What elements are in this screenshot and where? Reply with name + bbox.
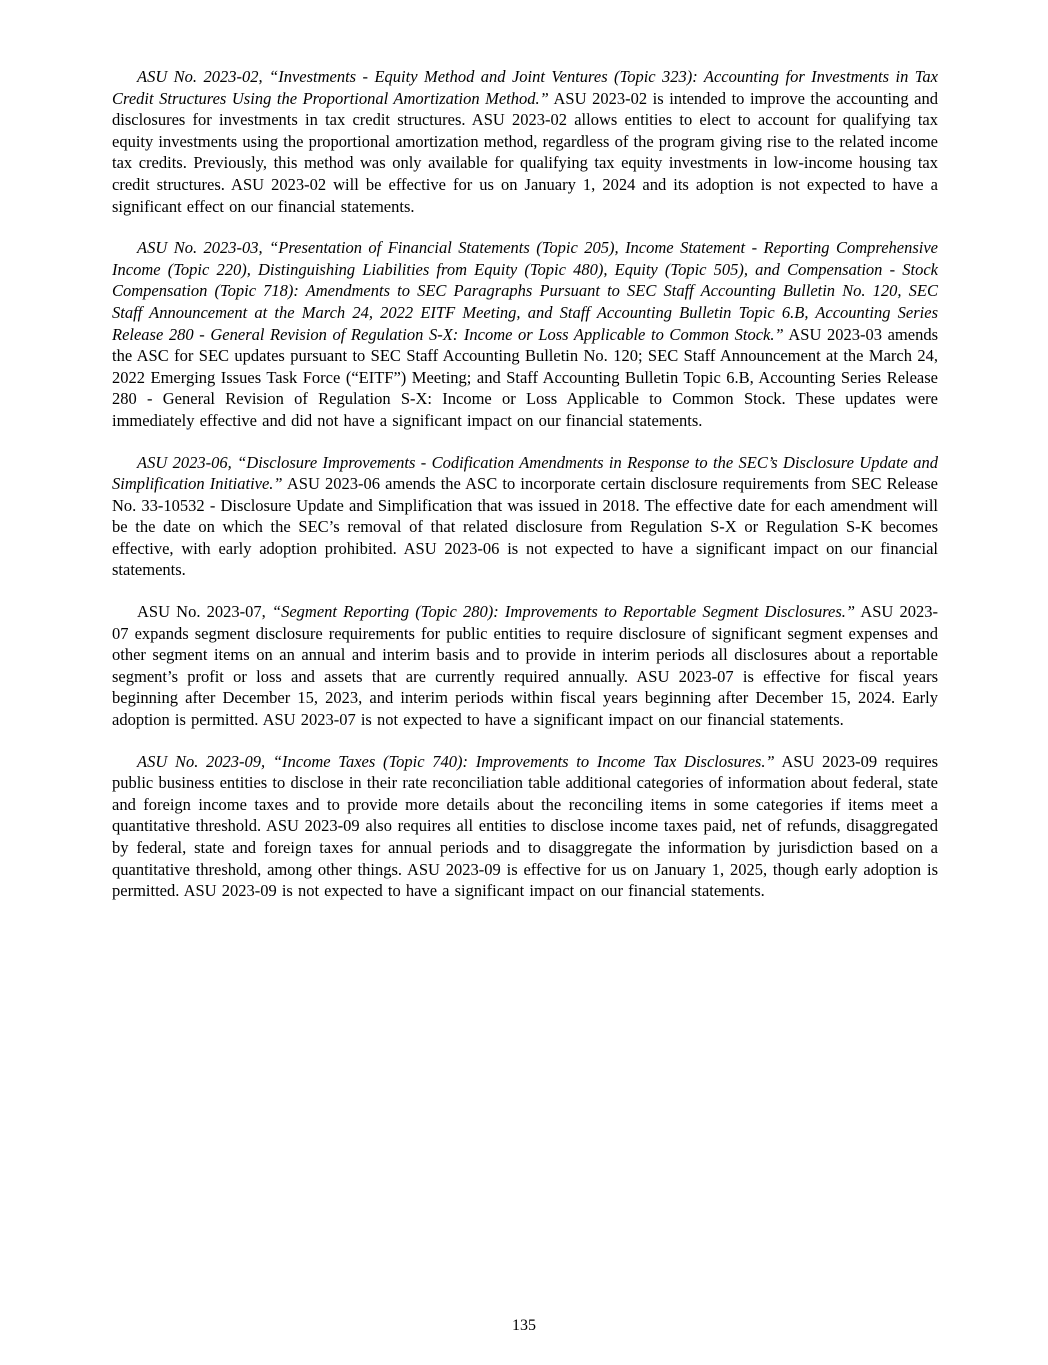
paragraph <box>112 751 938 902</box>
paragraph-title-italic: ASU No. 2023-02, “Investments - Equity Method and Joint Ventures (Topic 323): Accounting for Investments in Tax Credit Structures Using the Proportional Amortization Method.” <box>112 67 938 108</box>
page-footer <box>0 1316 1048 1336</box>
paragraph <box>112 452 938 582</box>
paragraph-body-text: ASU 2023-09 requires public business entities to disclose in their rate reconciliation table additional categories of information about federal, state and foreign income taxes and to provide more details about the reconciling items in some categories if items meet a quantitative threshold. ASU 2023-09 also requires all entities to disclose income taxes paid, net of refunds, disaggregated by federal, state and foreign taxes for annual periods and to disaggregate the information by jurisdiction based on a quantitative threshold, among other things. ASU 2023-09 is effective for us on January 1, 2025, though early adoption is permitted. ASU 2023-09 is not expected to have a significant impact on our financial statements. <box>112 751 938 901</box>
paragraph-body-text: ASU 2023-02 is intended to improve the accounting and disclosures for investments in tax credit structures. ASU 2023-02 allows entities to elect to account for qualifying tax equity investments using the proportional amortization method, regardless of the program giving rise to the related income tax credits. Previously, this method was only available for qualifying tax equity investments in low-income housing tax credit structures. ASU 2023-02 will be effective for us on January 1, 2024 and its adoption is not expected to have a significant effect on our financial statements. <box>112 88 938 216</box>
paragraph-title-italic: “Segment Reporting (Topic 280): Improvements to Reportable Segment Disclosures.” <box>271 602 856 622</box>
paragraph-title-italic: ASU 2023-06, “Disclosure Improvements - Codification Amendments in Response to the SEC’s Disclosure Update and Simplification Initiative.” <box>112 452 938 494</box>
paragraph-title-italic: ASU No. 2023-09, “Income Taxes (Topic 740): Improvements to Income Tax Disclosures.” <box>137 751 775 771</box>
paragraph <box>112 66 938 217</box>
paragraph-body-text: ASU No. 2023-07, <box>137 602 272 622</box>
page-number: 135 <box>512 1317 536 1334</box>
paragraph-body-text: ASU 2023-07 expands segment disclosure requirements for public entities to require disclosure of significant segment expenses and other segment items on an annual and interim basis and to provide in interim periods all disclosures about a reportable segment’s profit or loss and assets that are currently required annually. ASU 2023-07 is effective for fiscal years beginning after December 15, 2023, and interim periods within fiscal years beginning after December 15, 2024. Early adoption is permitted. ASU 2023-07 is not expected to have a significant impact on our financial statements. <box>112 602 938 730</box>
paragraph-body-text: ASU 2023-03 amends the ASC for SEC updates pursuant to SEC Staff Accounting Bulletin No. 120; SEC Staff Announcement at the March 24, 2022 Emerging Issues Task Force (“EITF”) Meeting; and Staff Accounting Bulletin Topic 6.B, Accounting Series Release 280 - General Revision of Regulation S-X: Income or Loss Applicable to Common Stock. These updates were immediately effective and did not have a significant impact on our financial statements. <box>112 324 938 430</box>
paragraph-title-italic: ASU No. 2023-03, “Presentation of Financial Statements (Topic 205), Income Statement - Reporting Comprehensive Income (Topic 220), Distinguishing Liabilities from Equity (Topic 480), Equity (Topic 505), and Compensation - Stock Compensation (Topic 718): Amendments to SEC Paragraphs Pursuant to SEC Staff Accounting Bulletin No. 120, SEC Staff Announcement at the March 24, 2022 EITF Meeting, and Staff Accounting Bulletin Topic 6.B, Accounting Series Release 280 - General Revision of Regulation S-X: Income or Loss Applicable to Common Stock.” <box>112 238 938 344</box>
paragraph-body-text: ASU 2023-06 amends the ASC to incorporate certain disclosure requirements from SEC Release No. 33-10532 - Disclosure Update and Simplification that was issued in 2018. The effective date for each amendment will be the date on which the SEC’s removal of that related disclosure from Regulation S-X or Regulation S-K becomes effective, with early adoption prohibited. ASU 2023-06 is not expected to have a significant impact on our financial statements. <box>112 474 938 580</box>
paragraph <box>112 601 938 731</box>
paragraph <box>112 237 938 431</box>
